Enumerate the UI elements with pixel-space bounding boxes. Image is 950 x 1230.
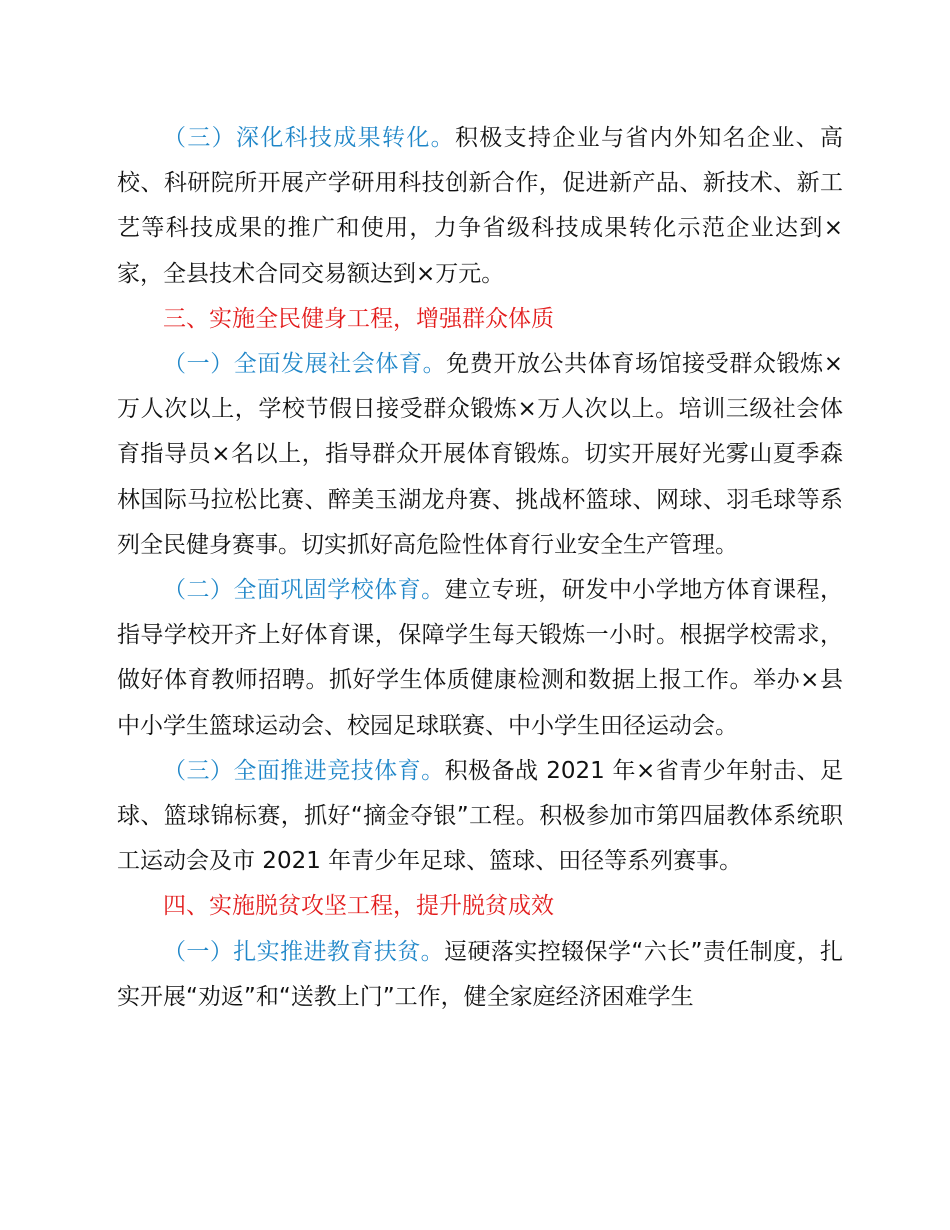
paragraph-lead: （三）深化科技成果转化。: [163, 125, 455, 151]
paragraph-tech-transfer: [117, 116, 843, 297]
paragraph-text: 免费开放公共体育场馆接受群众锻炼×万人次以上，学校节假日接受群众锻炼×万人次以上。培训三级社会体育指导员×名以上，指导群众开展体育锻炼。切实开展好光雾山夏季森林国际马拉松比赛、醉美玉湖龙舟赛、挑战杯篮球、网球、羽毛球等系列全民健身赛事。切实抓好高危险性体育行业安全生产管理。: [117, 351, 843, 558]
document-page: [117, 116, 843, 1020]
paragraph-education-poverty: [117, 930, 843, 1020]
paragraph-text: 建立专班，研发中小学地方体育课程，指导学校开齐上好体育课，保障学生每天锻炼一小时。根据学校需求，做好体育教师招聘。抓好学生体质健康检测和数据上报工作。举办×县中小学生篮球运动会、校园足球联赛、中小学生田径运动会。: [117, 577, 844, 739]
section-heading-fitness: 三、实施全民健身工程，增强群众体质: [163, 305, 554, 332]
paragraph-lead: （二）全面巩固学校体育。: [163, 577, 445, 604]
paragraph-lead: （三）全面推进竞技体育。: [163, 757, 445, 784]
paragraph-text: 积极备战 2021 年×省青少年射击、足球、篮球锦标赛，抓好“摘金夺银”工程。积极参加市第四届教体系统职工运动会及市 2021 年青少年足球、篮球、田径等系列赛事。: [117, 757, 843, 875]
paragraph-school-sports: [117, 568, 843, 749]
paragraph-lead: （一）全面发展社会体育。: [163, 351, 447, 378]
paragraph-text: 逗硬落实控辍保学“六长”责任制度，扎实开展“劝返”和“送教上门”工作，健全家庭经济困难学生: [117, 938, 843, 1010]
paragraph-competitive-sports: [117, 749, 843, 885]
paragraph-text: 积极支持企业与省内外知名企业、高校、科研院所开展产学研用科技创新合作，促进新产品、新技术、新工艺等科技成果的推广和使用，力争省级科技成果转化示范企业达到×家，全县技术合同交易额达到×万元。: [117, 125, 844, 287]
paragraph-lead: （一）扎实推进教育扶贫。: [163, 938, 445, 965]
section-heading-poverty: 四、实施脱贫攻坚工程，提升脱贫成效: [163, 893, 554, 920]
paragraph-social-sports: [117, 342, 843, 568]
